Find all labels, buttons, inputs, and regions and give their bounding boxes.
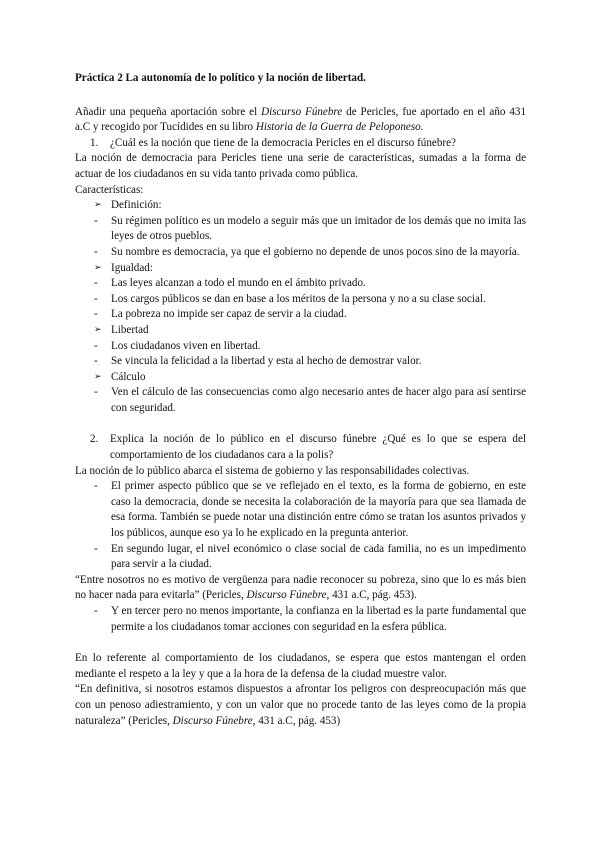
dash-bullet: - bbox=[94, 277, 98, 290]
document-body bbox=[75, 71, 526, 729]
dash-bullet: - bbox=[94, 308, 98, 321]
question-1-text: ¿Cuál es la noción que tiene de la democracia Pericles en el discurso fúnebre? bbox=[110, 136, 456, 149]
list-item bbox=[75, 479, 526, 541]
dash-bullet: - bbox=[94, 292, 98, 305]
question-1-number: 1. bbox=[90, 136, 99, 149]
list-item bbox=[75, 261, 526, 277]
arrow-bullet-icon: ➢ bbox=[94, 200, 102, 211]
list-item bbox=[75, 245, 526, 261]
list-item-text: Se vincula la felicidad a la libertad y esta al hecho de demostrar valor. bbox=[111, 355, 422, 368]
question-2-text: Explica la noción de lo público en el discurso fúnebre ¿Qué es lo que se espera del comportamiento de los ciudadanos cara a la polis? bbox=[110, 433, 526, 462]
dash-bullet: - bbox=[94, 542, 98, 555]
list-item-text: La pobreza no impide ser capaz de servir a la ciudad. bbox=[111, 308, 347, 321]
dash-bullet: - bbox=[94, 355, 98, 368]
intro-italic-1: Discurso Fúnebre bbox=[261, 105, 343, 118]
list-item bbox=[75, 198, 526, 214]
list-item-text: Definición: bbox=[111, 199, 162, 212]
intro-paragraph bbox=[75, 105, 526, 136]
answer-2: La noción de lo público abarca el sistema de gobierno y las responsabilidades colectivas. bbox=[75, 464, 470, 477]
quote-1-italic: Discurso Fúnebre, bbox=[246, 589, 330, 602]
dash-bullet: - bbox=[94, 605, 98, 617]
list-item bbox=[75, 370, 526, 386]
list-item-text: Los cargos públicos se dan en base a los méritos de la persona y no a su clase social. bbox=[111, 292, 486, 305]
list-item bbox=[75, 604, 526, 635]
quote-2-text-a: “En definitiva, si nosotros estamos dispuestos a afrontar los peligros con despreocupación más que con un penoso adiestramiento, y con un valor que no procede tanto de las leyes como de la propia naturaleza” (Pericles, bbox=[75, 683, 526, 727]
list-item-text: El primer aspecto público que se ve reflejado en el texto, es la forma de gobierno, en este caso la democracia, donde se necesita la colaboración de la mayoría para que sea llamada de esa forma. También se puede notar una distinción entre cómo se tratan los asuntos privados y los públicos, aunque eso ya lo he explicado en la pregunta anterior. bbox=[111, 480, 526, 540]
list-item bbox=[75, 354, 526, 370]
list-item bbox=[75, 276, 526, 292]
list-item bbox=[75, 323, 526, 339]
intro-text-a: Añadir una pequeña aportación sobre el bbox=[75, 105, 262, 118]
list-item bbox=[75, 214, 526, 245]
dash-bullet: - bbox=[94, 214, 98, 227]
quote-2-text-b: 431 a.C, pág. 453) bbox=[255, 714, 341, 727]
list-item bbox=[75, 542, 526, 573]
closing-paragraph: En lo referente al comportamiento de los ciudadanos, se espera que estos mantengan el orden mediante el respeto a la ley y que a la hora de la defensa de la ciudad muestre valor. bbox=[75, 652, 526, 680]
list-item bbox=[75, 385, 526, 416]
list-item-text: Ven el cálculo de las consecuencias como algo necesario antes de hacer algo para así sentirse con seguridad. bbox=[111, 386, 526, 414]
list-item-text: Igualdad: bbox=[111, 261, 153, 274]
answer-1: La noción de democracia para Pericles tiene una serie de características, sumadas a la forma de actuar de los ciudadanos en su vida tanto privada como pública. bbox=[75, 152, 526, 180]
arrow-bullet-icon: ➢ bbox=[94, 262, 102, 273]
list-item-text: Las leyes alcanzan a todo el mundo en el ámbito privado. bbox=[111, 277, 366, 290]
freedom-aspect-list bbox=[75, 604, 526, 635]
question-2 bbox=[75, 432, 526, 463]
dash-bullet: - bbox=[94, 339, 98, 352]
quote-2-italic: Discurso Fúnebre, bbox=[172, 714, 256, 727]
question-1 bbox=[75, 136, 526, 152]
list-item-text: Su nombre es democracia, ya que el gobierno no depende de unos pocos sino de la mayoría. bbox=[111, 245, 520, 258]
intro-text-b: de Pericles, fue aportado en el año 431 a.C y recogido por Tucídides en su libro bbox=[75, 105, 526, 134]
list-item bbox=[75, 339, 526, 355]
list-item-text: Cálculo bbox=[111, 370, 146, 383]
intro-italic-2: Historia de la Guerra de Peloponeso. bbox=[255, 121, 424, 134]
arrow-bullet-icon: ➢ bbox=[94, 324, 102, 335]
list-item bbox=[75, 292, 526, 308]
list-item-text: Y en tercer pero no menos importante, la confianza en la libertad es la parte fundamental que permite a los ciudadanos tomar acciones con seguridad en la esfera pública. bbox=[111, 605, 526, 633]
characteristics-list bbox=[75, 198, 526, 416]
list-item-text: En segundo lugar, el nivel económico o clase social de cada familia, no es un impedimento para servir a la ciudad. bbox=[111, 542, 526, 571]
quote-1 bbox=[75, 573, 526, 604]
dash-bullet: - bbox=[94, 245, 98, 258]
page-title: Práctica 2 La autonomía de lo político y la noción de libertad. bbox=[75, 72, 366, 84]
dash-bullet: - bbox=[94, 386, 98, 399]
list-item-text: Los ciudadanos viven en libertad. bbox=[111, 339, 261, 352]
quote-2 bbox=[75, 682, 526, 729]
quote-1-text-a: “Entre nosotros no es motivo de vergüenza para nadie reconocer su pobreza, sino que lo es más bien no hacer nada para evitarla” (Pericles, bbox=[75, 573, 526, 602]
public-aspects-list bbox=[75, 479, 526, 573]
dash-bullet: - bbox=[94, 480, 98, 493]
arrow-bullet-icon: ➢ bbox=[94, 371, 102, 382]
list-item bbox=[75, 307, 526, 323]
list-item-text: Su régimen político es un modelo a seguir más que un imitador de los demás que no imita las leyes de otros pueblos. bbox=[111, 214, 526, 243]
characteristics-label: Características: bbox=[75, 183, 144, 196]
quote-1-text-b: 431 a.C, pág. 453). bbox=[329, 589, 417, 602]
question-2-number: 2. bbox=[90, 433, 99, 446]
list-item-text: Libertad bbox=[111, 323, 149, 336]
